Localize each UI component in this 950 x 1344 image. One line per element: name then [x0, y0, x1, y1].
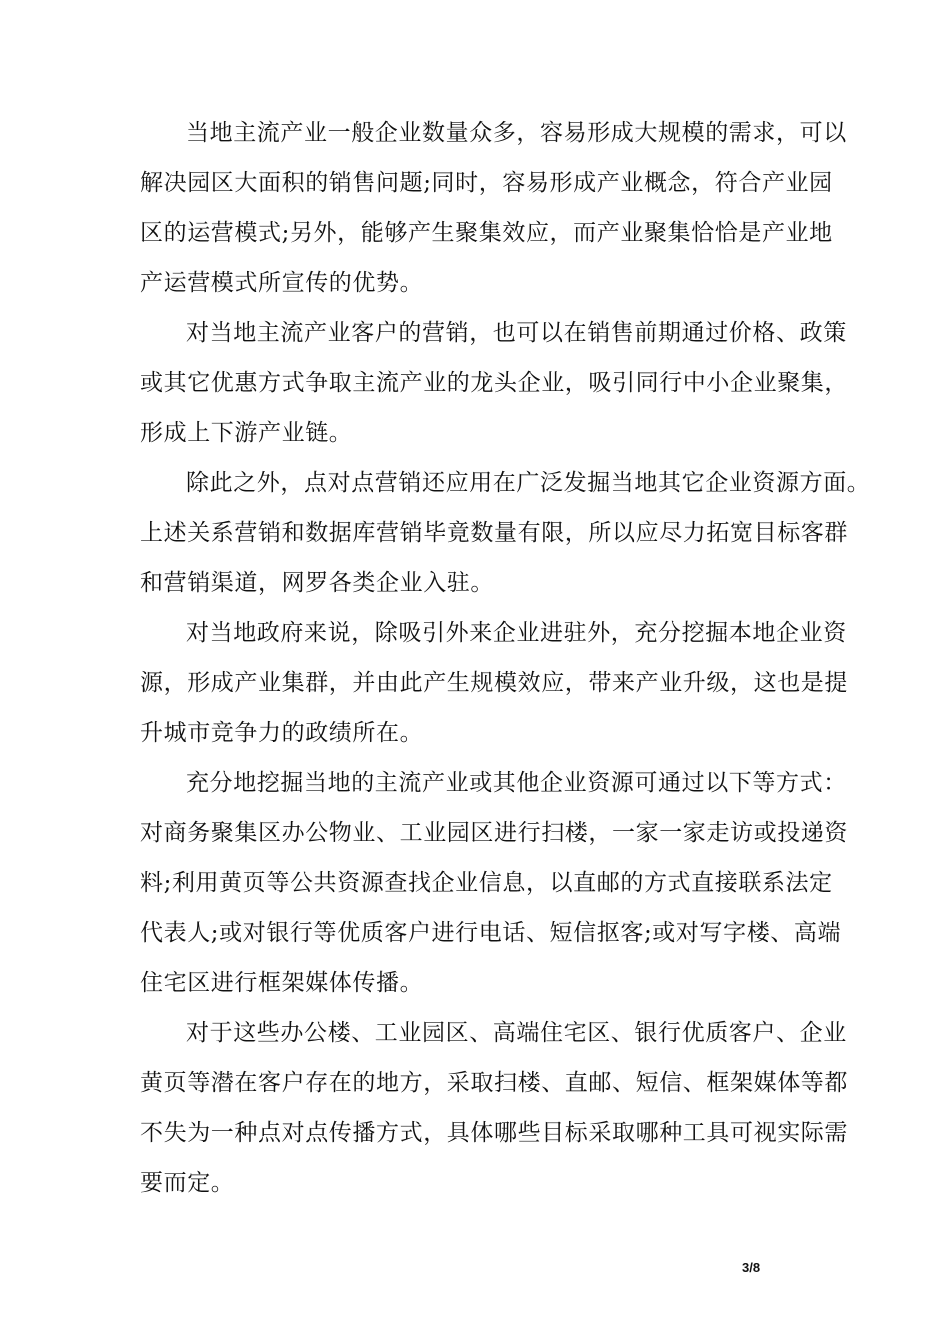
paragraph-1-line-3: 区的运营模式;另外，能够产生聚集效应，而产业聚集恰恰是产业地: [140, 220, 833, 246]
paragraph-3-line-2: 上述关系营销和数据库营销毕竟数量有限，所以应尽力拓宽目标客群: [140, 520, 848, 546]
paragraph-5-line-5: 住宅区进行框架媒体传播。: [140, 970, 424, 996]
paragraph-1-line-1: 当地主流产业一般企业数量众多，容易形成大规模的需求，可以: [186, 120, 847, 146]
paragraph-1-line-4: 产运营模式所宣传的优势。: [140, 270, 424, 296]
paragraph-5-line-2: 对商务聚集区办公物业、工业园区进行扫楼，一家一家走访或投递资: [140, 820, 848, 846]
paragraph-1-line-2: 解决园区大面积的销售问题;同时，容易形成产业概念，符合产业园: [140, 170, 833, 196]
paragraph-6-line-1: 对于这些办公楼、工业园区、高端住宅区、银行优质客户、企业: [186, 1020, 847, 1046]
paragraph-4-line-2: 源，形成产业集群，并由此产生规模效应，带来产业升级，这也是提: [140, 670, 848, 696]
paragraph-3-line-3: 和营销渠道，网罗各类企业入驻。: [140, 570, 494, 596]
paragraph-5-line-3: 料;利用黄页等公共资源查找企业信息，以直邮的方式直接联系法定: [140, 870, 833, 896]
paragraph-6-line-2: 黄页等潜在客户存在的地方，采取扫楼、直邮、短信、框架媒体等都: [140, 1070, 848, 1096]
paragraph-5-line-4: 代表人;或对银行等优质客户进行电话、短信抠客;或对写字楼、高端: [140, 920, 842, 946]
paragraph-6-line-3: 不失为一种点对点传播方式，具体哪些目标采取哪种工具可视实际需: [140, 1120, 848, 1146]
paragraph-4-line-1: 对当地政府来说，除吸引外来企业进驻外，充分挖掘本地企业资: [186, 620, 847, 646]
paragraph-6-line-4: 要而定。: [140, 1170, 235, 1196]
paragraph-3-line-1: 除此之外，点对点营销还应用在广泛发掘当地其它企业资源方面。: [186, 470, 871, 496]
paragraph-2-line-2: 或其它优惠方式争取主流产业的龙头企业，吸引同行中小企业聚集，: [140, 370, 848, 396]
paragraph-4-line-3: 升城市竞争力的政绩所在。: [140, 720, 424, 746]
paragraph-5-line-1: 充分地挖掘当地的主流产业或其他企业资源可通过以下等方式：: [186, 770, 847, 796]
paragraph-2-line-3: 形成上下游产业链。: [140, 420, 353, 446]
paragraph-2-line-1: 对当地主流产业客户的营销，也可以在销售前期通过价格、政策: [186, 320, 847, 346]
page-number: 3/8: [742, 1260, 761, 1275]
